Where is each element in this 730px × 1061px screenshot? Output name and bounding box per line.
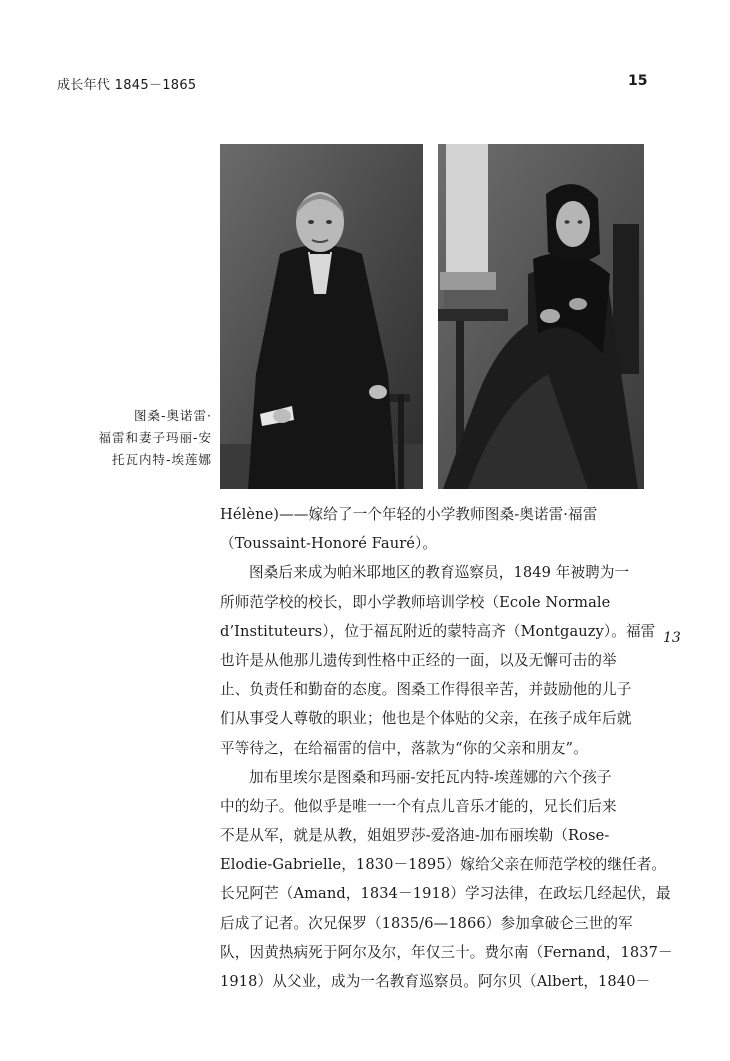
caption-line: 福雷和妻子玛丽-安 (98, 430, 212, 445)
text-line: 不是从军，就是从教，姐姐罗莎-爱洛迪-加布丽埃勒（Rose- (220, 827, 610, 845)
text-line: 所师范学校的校长，即小学教师培训学校（Ecole Normale (220, 593, 611, 611)
text-line: Hélène)——嫁给了一个年轻的小学教师图桑-奥诺雷·福雷 (220, 506, 598, 523)
text-line: （Toussaint-Honoré Fauré）。 (220, 535, 438, 553)
text-line: 1918）从父业，成为一名教育巡察员。阿尔贝（Albert，1840－ (220, 973, 651, 990)
text-line: 们从事受人尊敬的职业；他也是个体贴的父亲，在孩子成年后就 (220, 710, 632, 728)
page-number: 15 (628, 73, 648, 89)
text-line: d’Instituteurs），位于福瓦附近的蒙特高齐（Montgauzy）。福雷 (220, 622, 656, 640)
text-line: 长兄阿芒（Amand，1834－1918）学习法律，在政坛几经起伏，最 (220, 885, 671, 903)
running-head: 成长年代 1845－1865 (57, 78, 197, 93)
margin-page-reference: 13 (663, 630, 681, 646)
caption-line: 图桑-奥诺雷· (134, 408, 212, 423)
text-line: Elodie-Gabrielle，1830－1895）嫁给父亲在师范学校的继任者。 (220, 856, 667, 874)
paragraph-start: 加布里埃尔是图桑和玛丽-安托瓦内特-埃莲娜的六个孩子 (249, 768, 612, 786)
figure-caption (62, 405, 212, 471)
paragraph-start: 图桑后来成为帕米耶地区的教育巡察员，1849 年被聘为一 (249, 564, 630, 582)
portrait-photo-toussaint-honore (220, 144, 423, 489)
text-line: 止、负责任和勤奋的态度。图桑工作得很辛苦，并鼓励他的儿子 (220, 681, 632, 699)
portrait-photo-marie-antoinette-helene (438, 144, 644, 489)
text-line: 平等待之，在给福雷的信中，落款为“你的父亲和朋友”。 (220, 739, 588, 757)
text-line: 中的幼子。他似乎是唯一一个有点儿音乐才能的，兄长们后来 (220, 797, 617, 815)
caption-line: 托瓦内特-埃莲娜 (111, 452, 212, 467)
text-line: 队，因黄热病死于阿尔及尔，年仅三十。费尔南（Fernand，1837－ (220, 943, 673, 961)
text-line: 也许是从他那儿遗传到性格中正经的一面，以及无懈可击的举 (220, 651, 617, 669)
text-line: 后成了记者。次兄保罗（1835/6—1866）参加拿破仑三世的军 (220, 914, 633, 932)
